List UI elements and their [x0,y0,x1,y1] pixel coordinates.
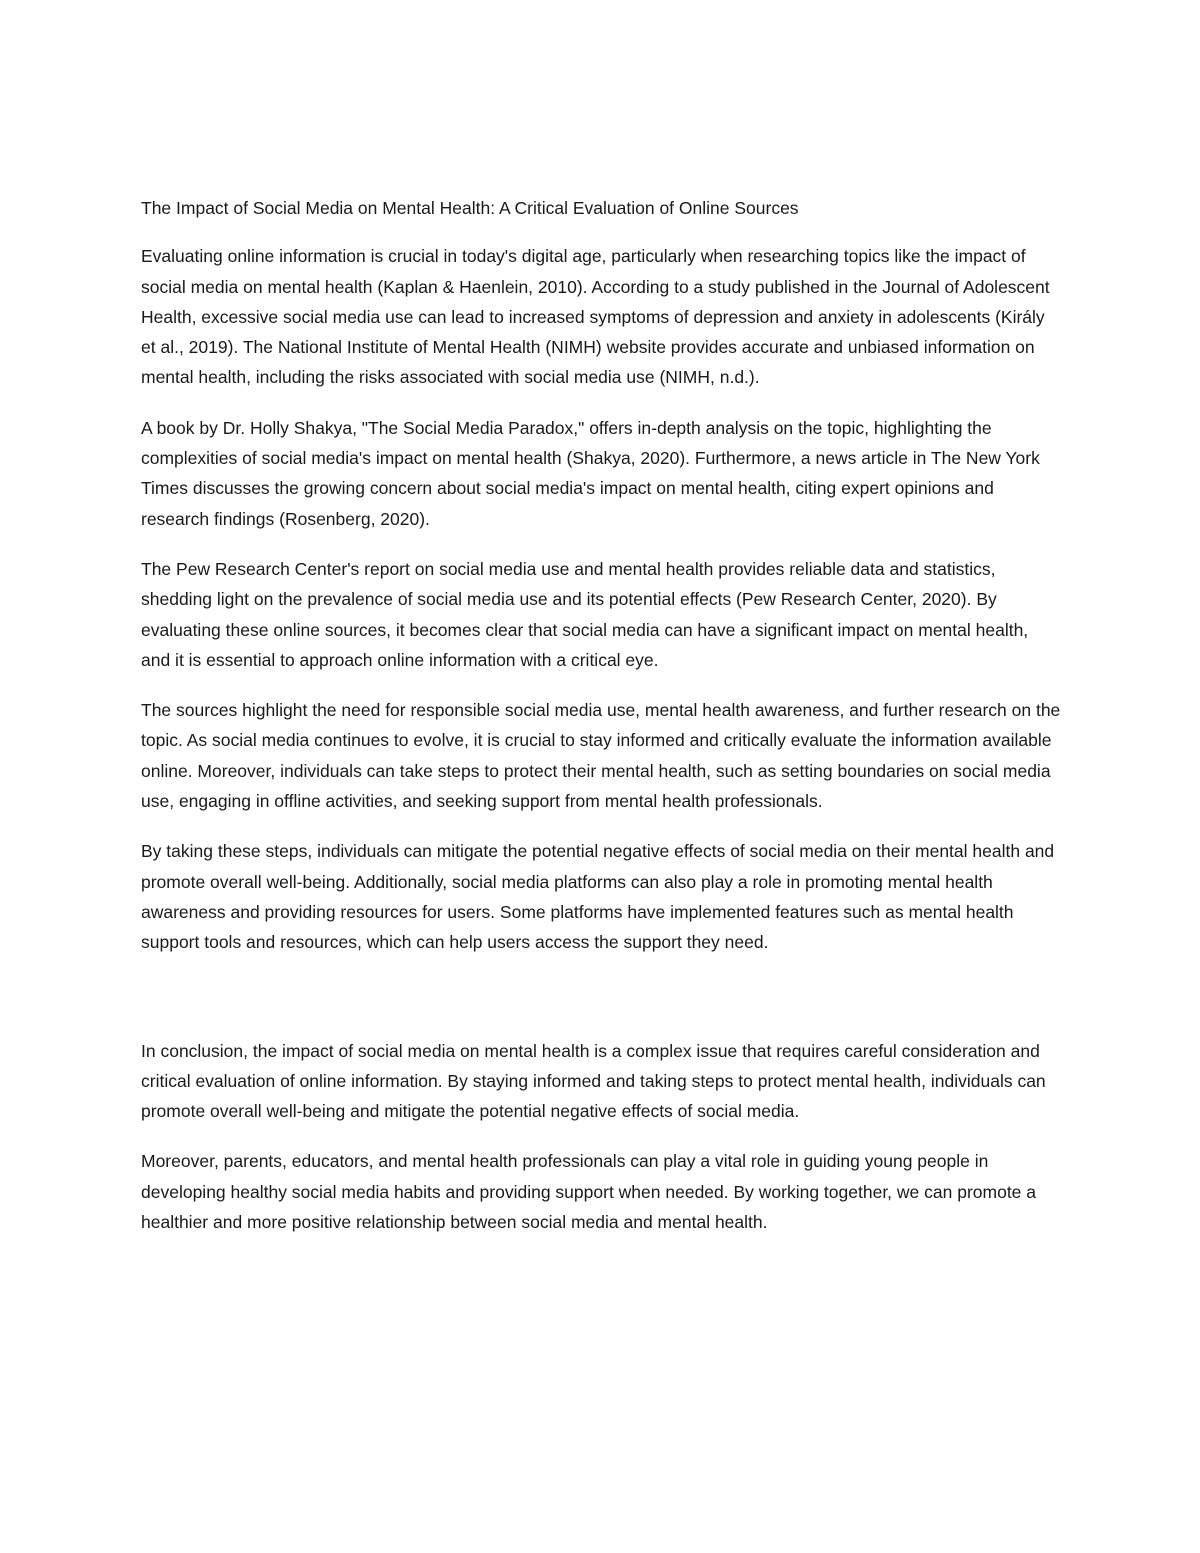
paragraph-conclusion: In conclusion, the impact of social media on mental health is a complex issue that requires careful consideration and critical evaluation of online information. By staying informed and taking steps to protect mental health, individuals can promote overall well-being and mitigate the potential negative effects of social media. [141,1040,1046,1122]
paragraph-parents-educators: Moreover, parents, educators, and mental health professionals can play a vital role in guiding young people in developing healthy social media habits and providing support when needed. By working together, we can promote a healthier and more positive relationship between social media and mental health. [141,1151,1037,1233]
paragraph-evaluating-online-info: Evaluating online information is crucial in today's digital age, particularly when researching topics like the impact of social media on mental health (Kaplan & Haenlein, 2010). According to a study published in the Journal of Adolescent Health, excessive social media use can lead to increased symptoms of depression and anxiety in adolescents (Király et al., 2019). The National Institute of Mental Health (NIMH) website provides accurate and unbiased information on mental health, including the risks associated with social media use (NIMH, n.d.). [141,246,1050,388]
document-page [141,193,1061,1257]
paragraph-book-shakya: A book by Dr. Holly Shakya, "The Social Media Paradox," offers in-depth analysis on the topic, highlighting the complexities of social media's impact on mental health (Shakya, 2020). Furthermore, a news article in The New York Times discusses the growing concern about social media's impact on mental health, citing expert opinions and research findings (Rosenberg, 2020). [141,417,1040,529]
paragraph-taking-steps: By taking these steps, individuals can mitigate the potential negative effects of social media on their mental health and promote overall well-being. Additionally, social media platforms can also play a role in promoting mental health awareness and providing resources for users. Some platforms have implemented features such as mental health support tools and resources, which can help users access the support they need. [141,841,1055,953]
document-title: The Impact of Social Media on Mental Health: A Critical Evaluation of Online Sources [141,198,799,218]
paragraph-sources-highlight: The sources highlight the need for responsible social media use, mental health awareness, and further research on the topic. As social media continues to evolve, it is crucial to stay informed and critically evaluate the information available online. Moreover, individuals can take steps to protect their mental health, such as setting boundaries on social media use, engaging in offline activities, and seeking support from mental health professionals. [141,700,1061,812]
paragraph-pew-research: The Pew Research Center's report on social media use and mental health provides reliable data and statistics, shedding light on the prevalence of social media use and its potential effects (Pew Research Center, 2020). By evaluating these online sources, it becomes clear that social media can have a significant impact on mental health, and it is essential to approach online information with a critical eye. [141,558,1029,670]
